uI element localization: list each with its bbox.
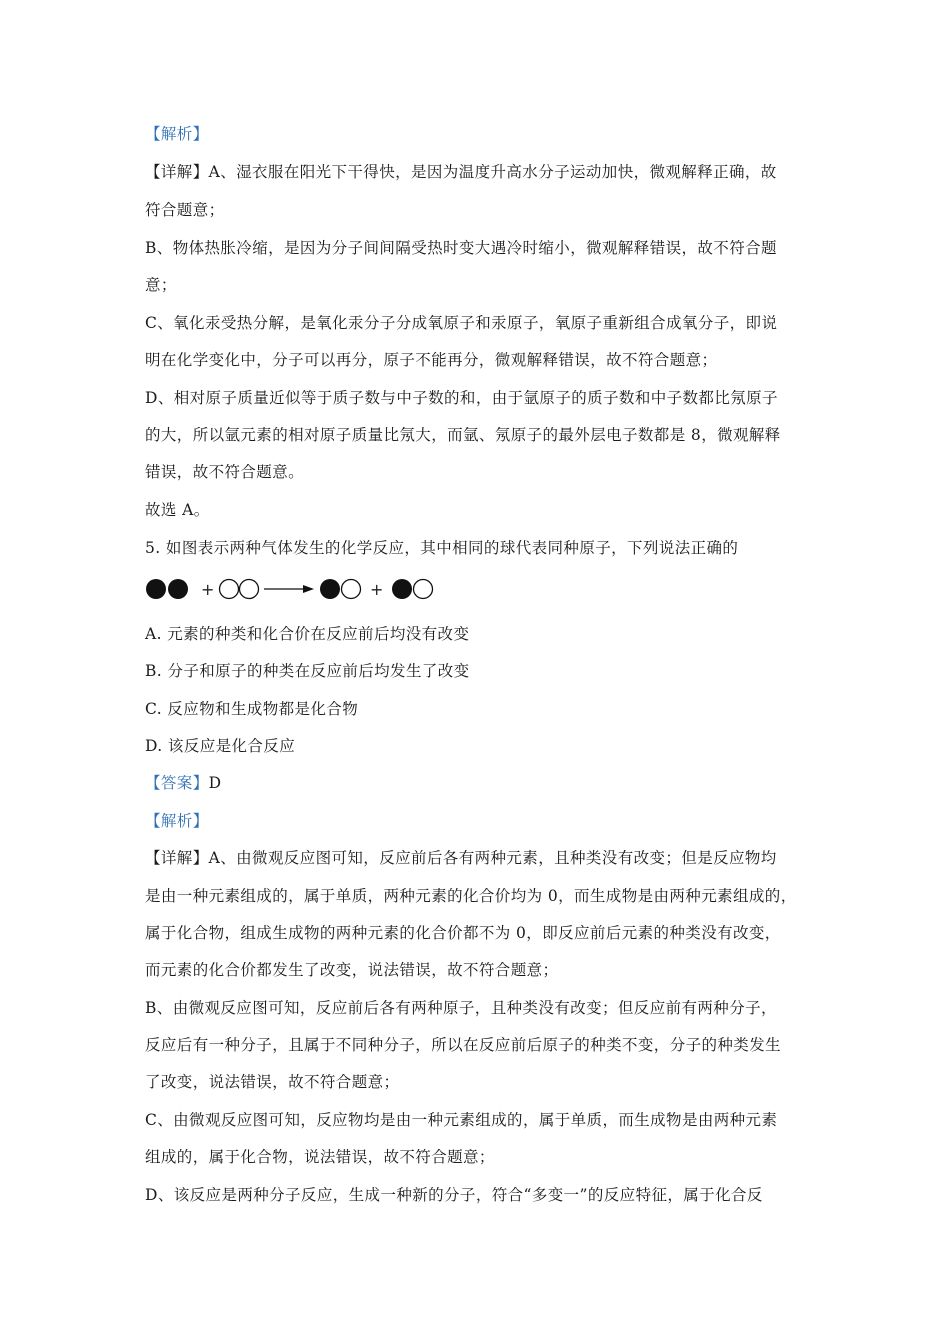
detail-line: 的大，所以氩元素的相对原子质量比氖大，而氩、氖原子的最外层电子数都是 8，微观解释 bbox=[145, 426, 781, 444]
option-b: B. 分子和原子的种类在反应前后均发生了改变 bbox=[145, 662, 470, 680]
plus-sign: + bbox=[370, 580, 384, 599]
detail-line: C、由微观反应图可知，反应物均是由一种元素组成的，属于单质，而生成物是由两种元素 bbox=[145, 1111, 778, 1129]
black-atom bbox=[168, 579, 188, 599]
detail-line: 组成的，属于化合物，说法错误，故不符合题意； bbox=[145, 1148, 495, 1166]
detail-line-2a bbox=[145, 846, 777, 868]
black-atom bbox=[146, 579, 166, 599]
analysis-label-1: 【解析】 bbox=[145, 125, 209, 143]
detail-line: 明在化学变化中，分子可以再分，原子不能再分，微观解释错误，故不符合题意； bbox=[145, 351, 718, 369]
detail-line: 反应后有一种分子，且属于不同种分子，所以在反应前后原子的种类不变，分子的种类发生 bbox=[145, 1036, 782, 1054]
white-atom bbox=[240, 580, 259, 599]
detail-label-1: 【详解】 bbox=[145, 163, 209, 181]
detail-line: 错误，故不符合题意。 bbox=[145, 463, 305, 481]
arrow-head-icon bbox=[303, 585, 314, 593]
detail-line: D、该反应是两种分子反应，生成一种新的分子，符合“多变一”的反应特征，属于化合反 bbox=[145, 1186, 763, 1204]
conclusion-line: 故选 A。 bbox=[145, 501, 210, 519]
black-atom bbox=[320, 579, 340, 599]
reaction-diagram bbox=[140, 572, 440, 606]
detail-line: 符合题意； bbox=[145, 201, 225, 219]
option-c: C. 反应物和生成物都是化合物 bbox=[145, 700, 359, 718]
detail-line: B、由微观反应图可知，反应前后各有两种原子，且种类没有改变；但反应前有两种分子， bbox=[145, 999, 777, 1017]
answer-label: 【答案】 bbox=[145, 774, 209, 792]
detail-line: D、相对原子质量近似等于质子数与中子数的和，由于氩原子的质子数和中子数都比氖原子 bbox=[145, 389, 778, 407]
detail-line: 而元素的化合价都发生了改变，说法错误，故不符合题意； bbox=[145, 961, 559, 979]
detail-label-2: 【详解】 bbox=[145, 849, 209, 867]
detail-line: 意； bbox=[145, 276, 177, 294]
analysis-label-2: 【解析】 bbox=[145, 812, 209, 830]
option-a: A. 元素的种类和化合价在反应前后均没有改变 bbox=[145, 625, 470, 643]
plus-sign: + bbox=[201, 580, 215, 599]
detail-text: A、由微观反应图可知，反应前后各有两种元素，且种类没有改变；但是反应物均 bbox=[208, 849, 777, 867]
answer-value: D bbox=[208, 774, 222, 792]
detail-line: C、氧化汞受热分解，是氧化汞分子分成氧原子和汞原子，氧原子重新组合成氧分子，即说 bbox=[145, 314, 778, 332]
white-atom bbox=[342, 580, 361, 599]
white-atom bbox=[220, 580, 239, 599]
detail-line: 是由一种元素组成的，属于单质，两种元素的化合价均为 0，而生成物是由两种元素组成的， bbox=[145, 887, 797, 905]
question-stem: 5. 如图表示两种气体发生的化学反应，其中相同的球代表同种原子，下列说法正确的 bbox=[145, 539, 739, 557]
detail-line: 属于化合物，组成生成物的两种元素的化合价都不为 0，即反应前后元素的种类没有改变， bbox=[145, 924, 781, 942]
answer-line bbox=[145, 771, 221, 793]
detail-line: 了改变，说法错误，故不符合题意； bbox=[145, 1073, 400, 1091]
detail-text: A、湿衣服在阳光下干得快，是因为温度升高水分子运动加快，微观解释正确，故 bbox=[208, 163, 777, 181]
detail-line-1a bbox=[145, 160, 777, 182]
option-d: D. 该反应是化合反应 bbox=[145, 737, 296, 755]
detail-line: B、物体热胀冷缩，是因为分子间间隔受热时变大遇冷时缩小，微观解释错误，故不符合题 bbox=[145, 239, 777, 257]
black-atom bbox=[392, 579, 412, 599]
white-atom bbox=[414, 580, 433, 599]
